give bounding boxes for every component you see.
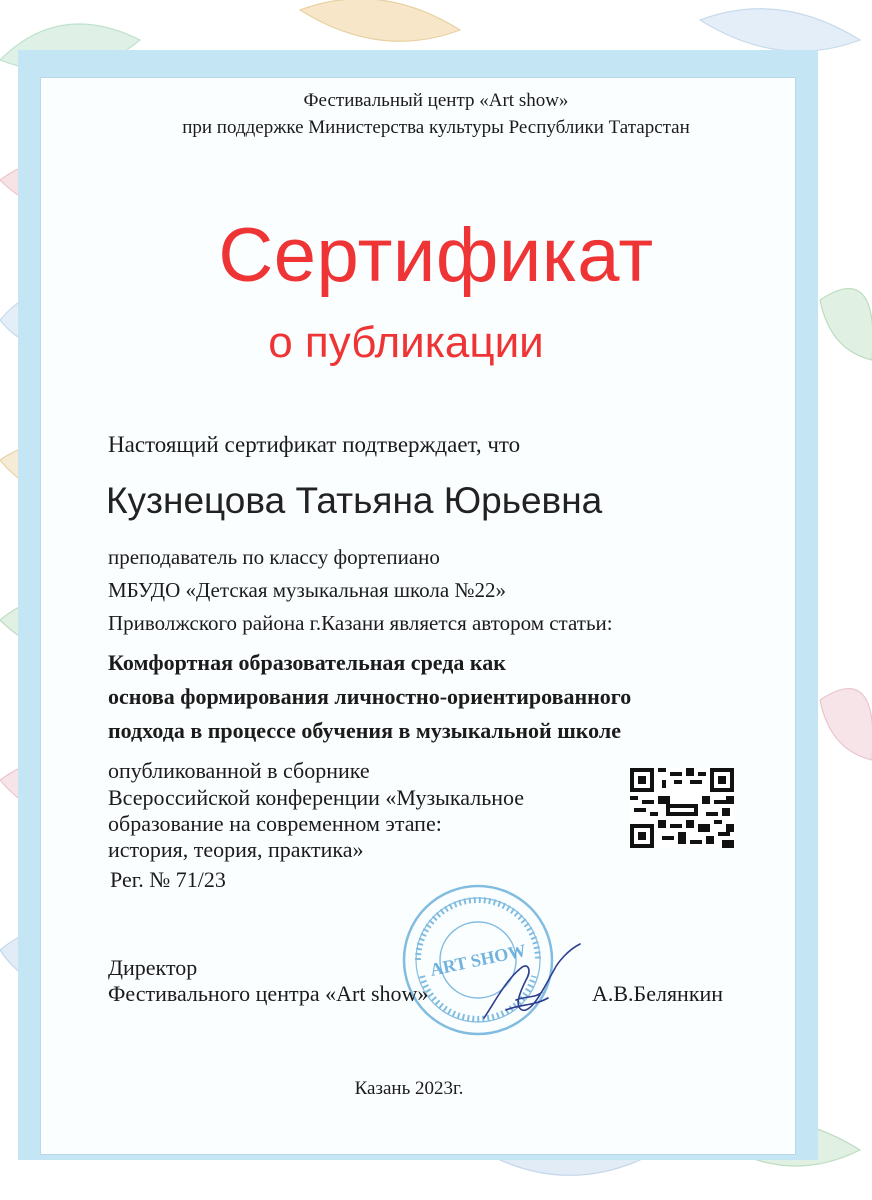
recipient-position: преподаватель по классу фортепиано <box>108 545 440 569</box>
stamp-text: ART SHOW <box>428 940 528 980</box>
director-title: Директор <box>108 955 198 980</box>
certificate-title: Сертификат <box>218 213 654 298</box>
recipient-org-line-1: МБУДО «Детская музыкальная школа №22» <box>108 578 506 602</box>
qr-code-icon[interactable] <box>630 768 734 848</box>
publication-line-3: образование на современном этапе: <box>108 811 442 836</box>
publication-line-4: история, теория, практика» <box>108 837 364 862</box>
intro-text: Настоящий сертификат подтверждает, что <box>108 432 521 457</box>
city-and-year: Казань 2023г. <box>354 1078 464 1099</box>
director-signature <box>476 940 586 1030</box>
certificate-subtitle: о публикации <box>268 318 544 367</box>
recipient-name: Кузнецова Татьяна Юрьевна <box>106 480 603 521</box>
article-title-line-2: основа формирования личностно-ориентированного <box>108 684 632 709</box>
recipient-org-line-2: Приволжского района г.Казани является автором статьи: <box>108 611 613 635</box>
publication-line-2: Всероссийской конференции «Музыкальное <box>108 785 525 810</box>
article-title-line-1: Комфортная образовательная среда как <box>108 650 506 675</box>
header-line-2: при поддержке Министерства культуры Республики Татарстан <box>182 117 690 138</box>
publication-line-1: опубликованной в сборнике <box>108 758 370 783</box>
registration-number: Рег. № 71/23 <box>110 867 226 892</box>
header-line-1: Фестивальный центр «Art show» <box>303 90 569 111</box>
director-name: А.В.Белянкин <box>592 981 724 1006</box>
director-organization: Фестивального центра «Art show» <box>108 981 429 1006</box>
article-title-line-3: подхода в процессе обучения в музыкальной школе <box>108 718 622 743</box>
